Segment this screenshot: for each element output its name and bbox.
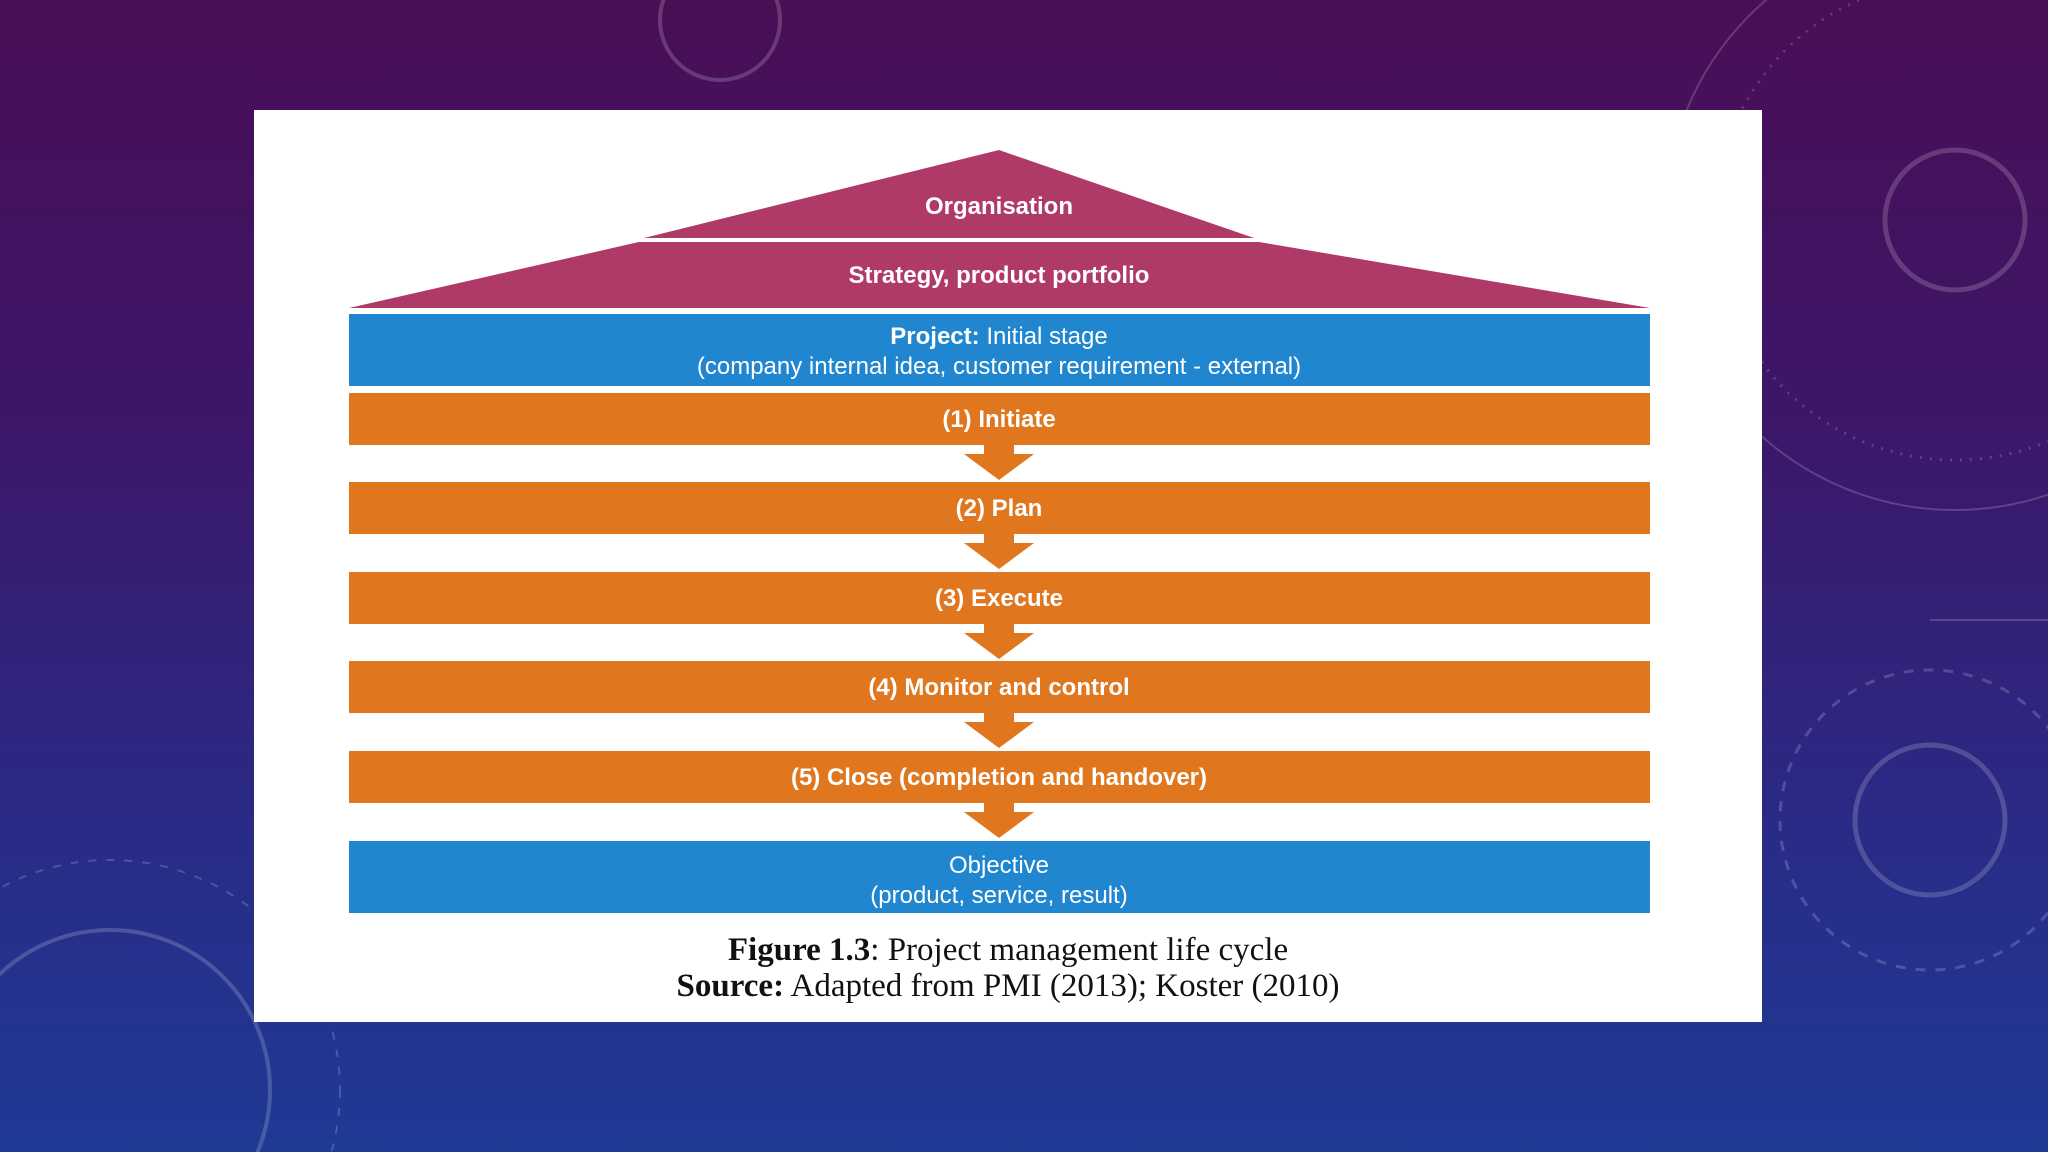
figure-title: : Project management life cycle bbox=[870, 932, 1289, 968]
project-initial-stage-line1 bbox=[890, 323, 1107, 350]
figure-image bbox=[254, 110, 1762, 1022]
arrow-icon bbox=[964, 624, 1034, 659]
source-label: Source: bbox=[676, 968, 785, 1004]
arrow-icon bbox=[964, 803, 1034, 838]
initial-stage-text: Initial stage bbox=[986, 323, 1108, 350]
source-text: Adapted from PMI (2013); Koster (2010) bbox=[784, 968, 1340, 1004]
project-label: Project: bbox=[890, 323, 980, 350]
step-initiate-label: (1) Initiate bbox=[942, 406, 1056, 433]
roof-bottom-label: Strategy, product portfolio bbox=[848, 262, 1150, 289]
figure-label: Figure 1.3 bbox=[727, 932, 871, 968]
figure-caption bbox=[254, 932, 1762, 968]
step-monitor-label: (4) Monitor and control bbox=[868, 674, 1130, 701]
step-plan-label: (2) Plan bbox=[955, 495, 1043, 522]
arrow-icon bbox=[964, 534, 1034, 569]
roof-top-label: Organisation bbox=[924, 193, 1074, 220]
source-caption bbox=[254, 968, 1762, 1004]
project-initial-stage-line2: (company internal idea, customer requirement - external) bbox=[696, 353, 1302, 380]
step-close-label: (5) Close (completion and handover) bbox=[790, 764, 1208, 791]
arrow-icon bbox=[964, 713, 1034, 748]
arrow-icon bbox=[964, 445, 1034, 480]
objective-line2: (product, service, result) bbox=[870, 882, 1128, 909]
objective-line1: Objective bbox=[948, 852, 1050, 879]
lifecycle-diagram bbox=[254, 110, 1762, 1022]
step-execute-label: (3) Execute bbox=[934, 585, 1064, 612]
